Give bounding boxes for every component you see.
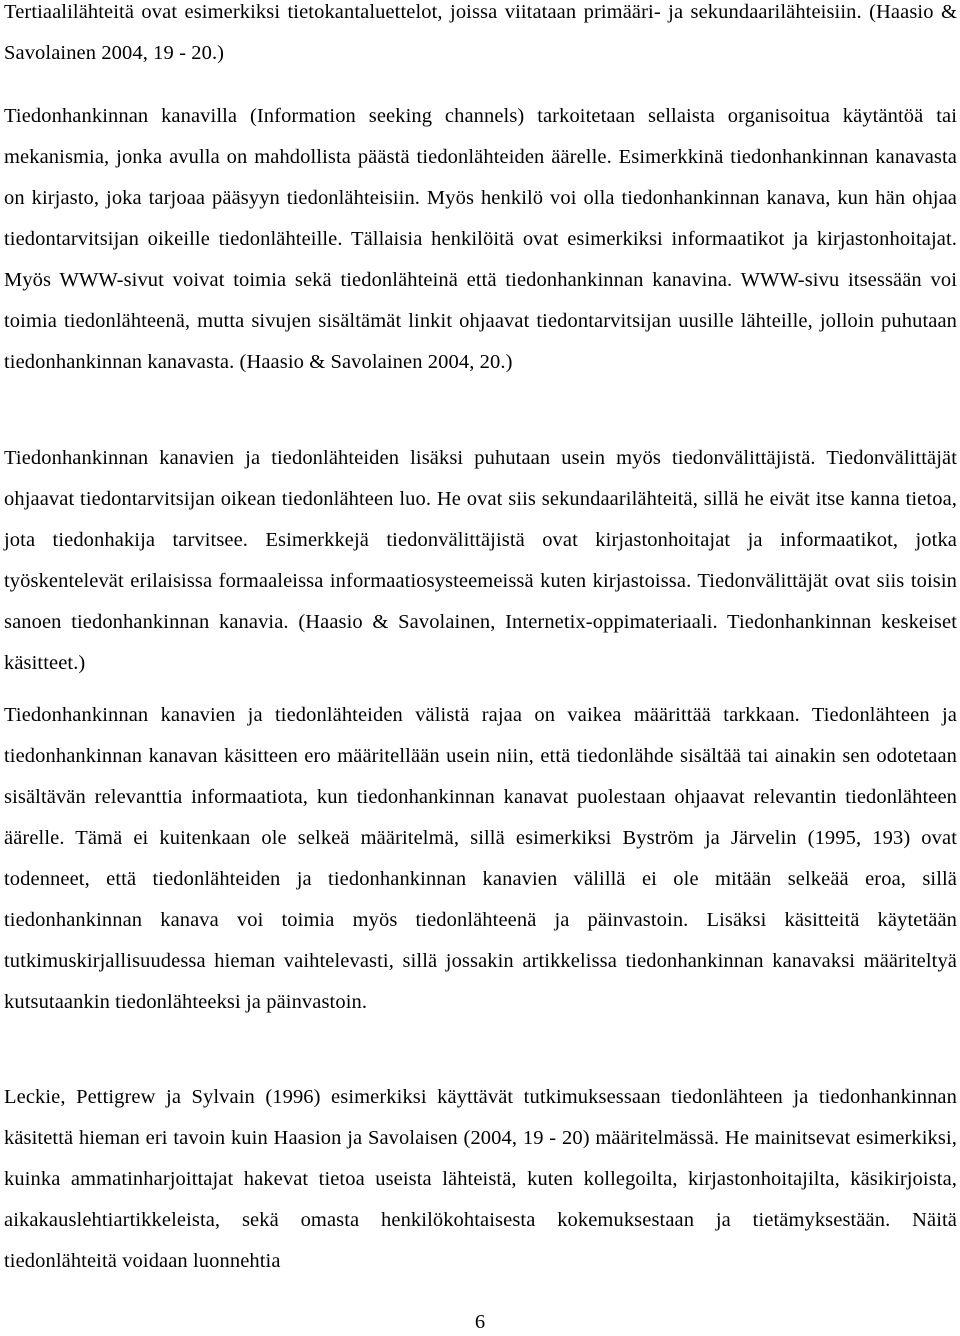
paragraph-information-channels: Tiedonhankinnan kanavilla (Information seeking channels) tarkoitetaan sellaista organisoitua käytäntöä tai mekanismia, jonka avulla on mahdollista päästä tiedonlähteiden äärelle. Esimerkkinä tiedonhankinnan kanavasta on kirjasto, joka tarjoaa pääsyyn tiedonlähteisiin. Myös henkilö voi olla tiedonhankinnan kanava, kun hän ohjaa tiedontarvitsijan oikeille tiedonlähteille. Tällaisia henkilöitä ovat esimerkiksi informaatikot ja kirjastonhoitajat. Myös WWW-sivut voivat toimia sekä tiedonlähteinä että tiedonhankinnan kanavina. WWW-sivu itsessään voi toimia tiedonlähteenä, mutta sivujen sisältämät linkit ohjaavat tiedontarvitsijan uusille lähteille, jolloin puhutaan tiedonhankinnan kanavasta. (Haasio & Savolainen 2004, 20.) <box>4 105 957 373</box>
paragraph-tertiary-sources: Tertiaalilähteitä ovat esimerkiksi tietokantaluettelot, joissa viitataan primääri- ja sekundaarilähteisiin. (Haasio & Savolainen 2004, 19 - 20.) <box>4 1 957 64</box>
paragraph-channel-source-boundary: Tiedonhankinnan kanavien ja tiedonlähteiden välistä rajaa on vaikea määrittää tarkkaan. Tiedonlähteen ja tiedonhankinnan kanavan käsitteen ero määritellään usein niin, että tiedonlähde sisältää tai ainakin sen odotetaan sisältävän relevanttia informaatiota, kun tiedonhankinnan kanavat puolestaan ohjaavat relevantin tiedonlähteen äärelle. Tämä ei kuitenkaan ole selkeä määritelmä, sillä esimerkiksi Byström ja Järvelin (1995, 193) ovat todenneet, että tiedonlähteiden ja tiedonhankinnan kanavien välillä ei ole mitään selkeää eroa, sillä tiedonhankinnan kanava voi toimia myös tiedonlähteenä ja päinvastoin. Lisäksi käsitteitä käytetään tutkimuskirjallisuudessa hieman vaihtelevasti, sillä jossakin artikkelissa tiedonhankinnan kanavaksi määriteltyä kutsutaankin tiedonlähteeksi ja päinvastoin. <box>4 704 957 1013</box>
paragraph-leckie-study: Leckie, Pettigrew ja Sylvain (1996) esimerkiksi käyttävät tutkimuksessaan tiedonlähteen ja tiedonhankinnan käsitettä hieman eri tavoin kuin Haasion ja Savolaisen (2004, 19 - 20) määritelmässä. He mainitsevat esimerkiksi, kuinka ammatinharjoittajat hakevat tietoa useista lähteistä, kuten kollegoilta, kirjastonhoitajilta, käsikirjoista, aikakauslehtiartikkeleista, sekä omasta henkilökohtaisesta kokemuksestaan ja tietämyksestään. Näitä tiedonlähteitä voidaan luonnehtia <box>4 1086 957 1272</box>
paragraph-information-intermediaries: Tiedonhankinnan kanavien ja tiedonlähteiden lisäksi puhutaan usein myös tiedonvälittäjistä. Tiedonvälittäjät ohjaavat tiedontarvitsijan oikean tiedonlähteen luo. He ovat siis sekundaarilähteitä, sillä he eivät itse kanna tietoa, jota tiedonhakija tarvitsee. Esimerkkejä tiedonvälittäjistä ovat kirjastonhoitajat ja informaatikot, jotka työskentelevät erilaisissa formaaleissa informaatiosysteemeissä kuten kirjastoissa. Tiedonvälittäjät ovat siis toisin sanoen tiedonhankinnan kanavia. (Haasio & Savolainen, Internetix-oppimateriaali. Tiedonhankinnan keskeiset käsitteet.) <box>4 447 957 674</box>
page-number: 6 <box>474 1311 486 1333</box>
